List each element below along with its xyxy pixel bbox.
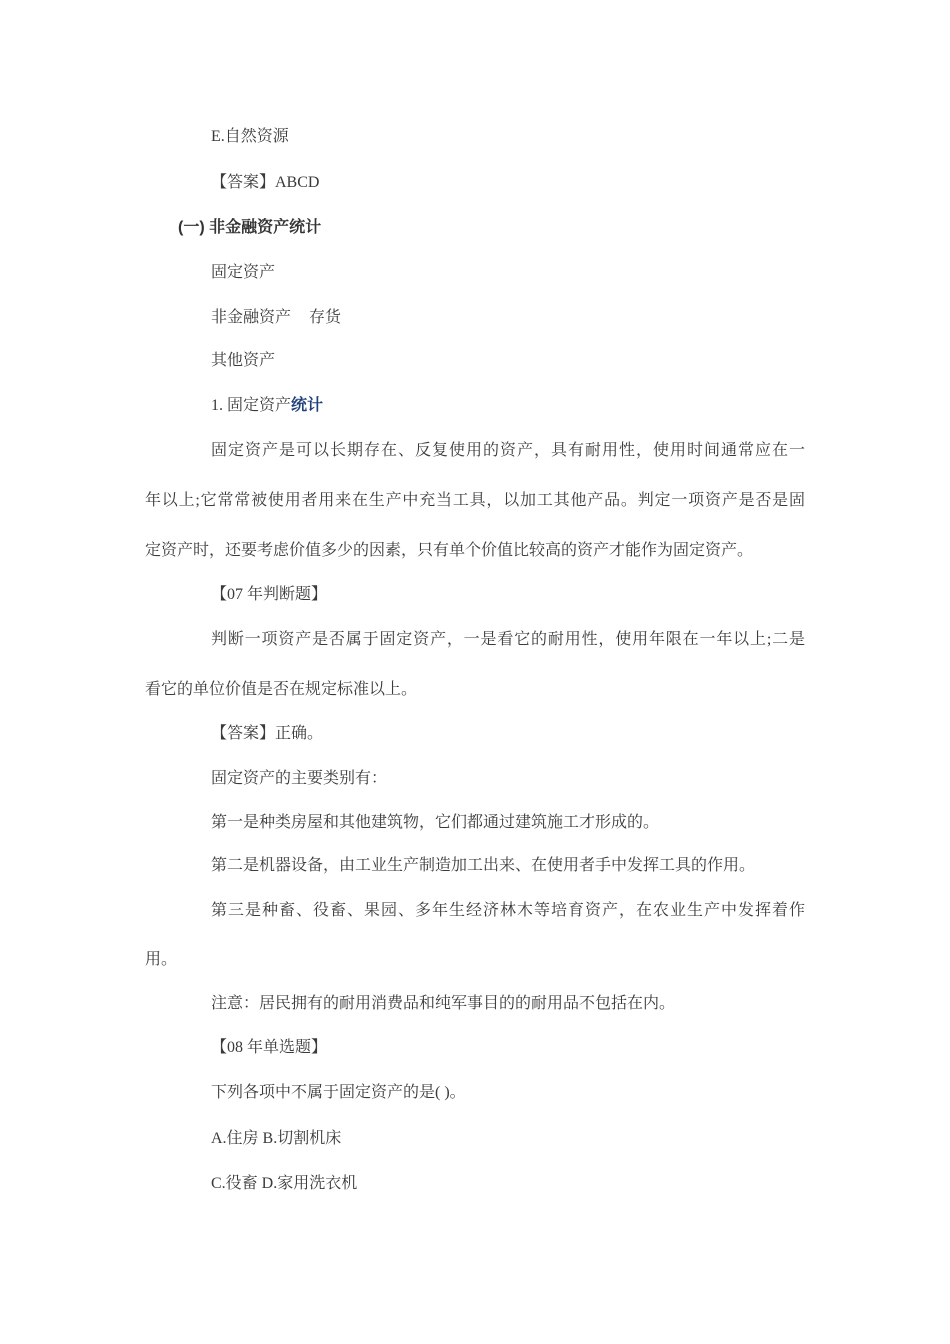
question-line: 看它的单位价值是否在规定标准以上。 (145, 681, 418, 698)
outline-inventory: 存货 (309, 309, 342, 326)
paragraph-line: 定资产时，还要考虑价值多少的因素，只有单个价值比较高的资产才能作为固定资产。 (145, 542, 754, 559)
exam-label-2007: 【07 年判断题】 (211, 586, 328, 603)
question-text: 下列各项中不属于固定资产的是( )。 (211, 1084, 466, 1101)
options-cd: C.役畜 D.家用洗衣机 (211, 1175, 358, 1192)
answer-text: 【答案】ABCD (211, 174, 320, 191)
outline-nonfinancial-assets: 非金融资产 (211, 309, 292, 326)
paragraph-line: 固定资产是可以长期存在、反复使用的资产，具有耐用性，使用时间通常应在一 (211, 442, 805, 459)
exam-label-2008: 【08 年单选题】 (211, 1039, 328, 1056)
subsection-heading (211, 396, 323, 416)
options-ab: A.住房 B.切割机床 (211, 1130, 342, 1147)
category-item: 第一是种类房屋和其他建筑物，它们都通过建筑施工才形成的。 (211, 814, 660, 831)
paragraph-line: 年以上;它常常被使用者用来在生产中充当工具，以加工其他产品。判定一项资产是否是固 (145, 492, 805, 509)
outline-fixed-assets: 固定资产 (211, 264, 276, 281)
category-item: 第二是机器设备，由工业生产制造加工出来、在使用者手中发挥工具的作用。 (211, 857, 756, 874)
outline-nonfinancial-row (211, 308, 341, 328)
option-e-text: E.自然资源 (211, 128, 289, 145)
categories-intro: 固定资产的主要类别有： (211, 770, 388, 787)
category-item: 第三是种畜、役畜、果园、多年生经济林木等培育资产，在农业生产中发挥着作 (211, 902, 805, 919)
note-text: 注意：居民拥有的耐用消费品和纯军事目的的耐用品不包括在内。 (211, 995, 676, 1012)
subsection-prefix: 1. 固定资产 (211, 397, 292, 414)
answer-text: 【答案】正确。 (211, 725, 324, 742)
outline-other-assets: 其他资产 (211, 352, 276, 369)
statistics-link[interactable]: 统计 (291, 397, 324, 414)
category-item-cont: 用。 (145, 951, 178, 968)
question-line: 判断一项资产是否属于固定资产，一是看它的耐用性，使用年限在一年以上;二是 (211, 631, 805, 648)
section-heading: (一) 非金融资产统计 (178, 219, 322, 236)
